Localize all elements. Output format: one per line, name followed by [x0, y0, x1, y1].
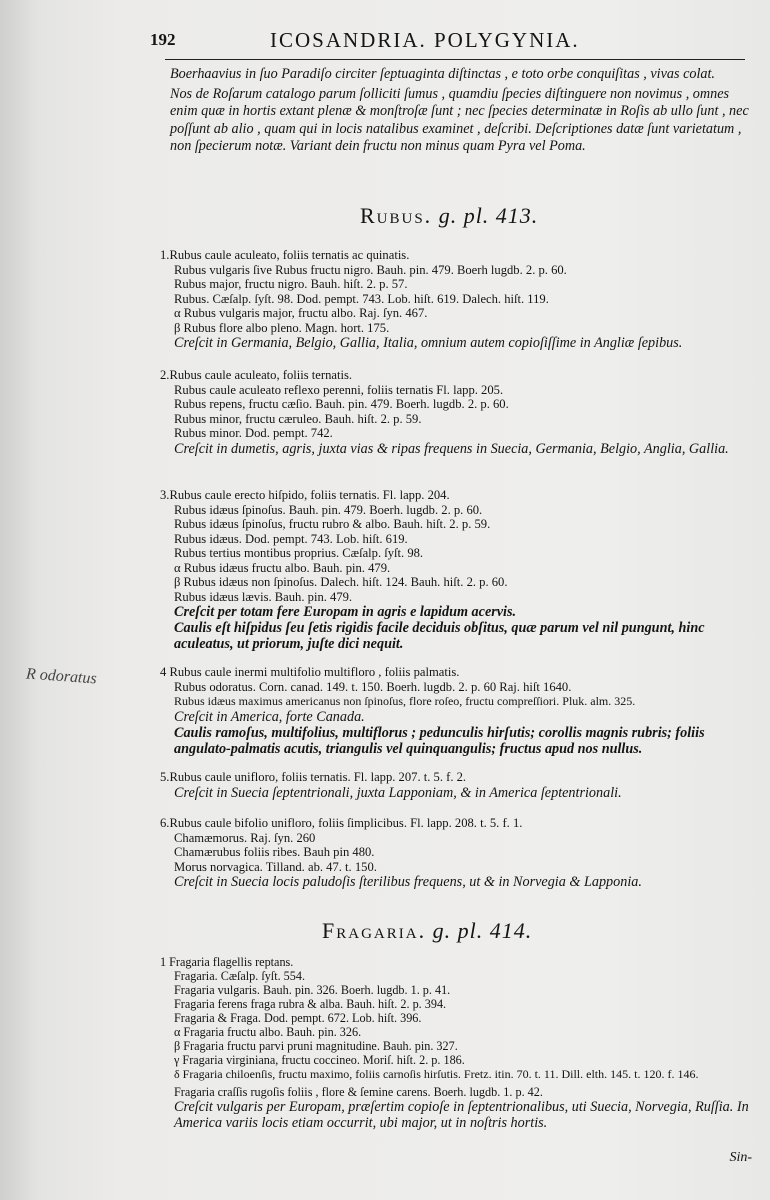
diagnosis: Fragaria flagellis reptans. [169, 955, 294, 969]
synonym: Rubus major, fructu nigro. Bauh. hiſt. 2. p. 57. [174, 277, 408, 291]
synonym: Fragaria craſſis rugoſis foliis , flore & ſemine carens. Boerh. lugdb. 1. p. 42. [174, 1085, 543, 1099]
page-number: 192 [150, 30, 176, 49]
synonym: Chamærubus foliis ribes. Bauh pin 480. [174, 845, 375, 859]
variety: β Rubus flore albo pleno. Magn. hort. 175. [174, 320, 390, 335]
genus-name: Rubus. [360, 203, 433, 228]
synonym: Rubus tertius montibus proprius. Cæſalp. ſyſt. 98. [174, 546, 424, 560]
synonym: Fragaria & Fraga. Dod. pempt. 672. Lob. hiſt. 396. [174, 1011, 422, 1025]
species-entry [160, 665, 760, 757]
handwritten-margin-note: R odoratus [25, 665, 98, 688]
species-entry [160, 770, 760, 801]
species-entry [160, 368, 760, 457]
synonym: Chamæmorus. Raj. ſyn. 260 [174, 830, 316, 845]
genus-heading-rubus [360, 203, 538, 229]
habitat: Creſcit in Germania, Belgio, Gallia, Italia, omnium autem copioſiſſime in Angliæ ſepibus. [174, 335, 683, 351]
description: Caulis eſt hiſpidus ſeu ſetis rigidis facile deciduis obſitus, quæ parum vel nil pungunt, hinc aculeatus, ut priorum, juſte dici nequit. [174, 620, 705, 652]
entry-number: 4 [160, 665, 167, 679]
habitat: Creſcit in Suecia ſeptentrionali, juxta Lapponiam, & in America ſeptentrionali. [174, 784, 622, 801]
description: Caulis ramoſus, multifolius, multiflorus ; pedunculis hirſutis; corollis magnis rubris; foliis angulato-palmatis acutis, triangulis vel quinquangulis; fructus apud nos nullus. [174, 724, 705, 757]
synonym: Morus norvagica. Tilland. ab. 47. t. 150. [174, 859, 377, 874]
synonym: Rubus caule aculeato reflexo perenni, foliis ternatis Fl. lapp. 205. [174, 382, 504, 397]
synonym: Rubus minor, fructu cæruleo. Bauh. hiſt. 2. p. 59. [174, 411, 422, 426]
habitat: Creſcit in Suecia locis paludoſis ſterilibus frequens, ut & in Norvegia & Lapponia. [174, 874, 642, 890]
synonym: Rubus vulgaris ſive Rubus fructu nigro. Bauh. pin. 479. Boerh lugdb. 2. p. 60. [174, 262, 567, 277]
variety: α Rubus vulgaris major, fructu albo. Raj. ſyn. 467. [174, 306, 428, 320]
synonym: Rubus odoratus. Corn. canad. 149. t. 150. Boerh. lugdb. 2. p. 60 Raj. hiſt 1640. [174, 679, 572, 694]
genus-reference: g. pl. 414. [432, 918, 533, 943]
variety: α Fragaria fructu albo. Bauh. pin. 326. [174, 1025, 362, 1039]
entry-number: 1 [160, 955, 167, 969]
species-entry [160, 488, 760, 652]
species-entry [160, 816, 760, 890]
synonym: Rubus idæus lævis. Bauh. pin. 479. [174, 589, 353, 604]
diagnosis: Rubus caule unifloro, foliis ternatis. Fl. lapp. 207. t. 5. f. 2. [169, 770, 467, 784]
entry-number: 2. [160, 368, 170, 382]
entry-number: 1. [160, 248, 170, 262]
synonym: Fragaria ferens fraga rubra & alba. Bauh. hiſt. 2. p. 394. [174, 997, 447, 1011]
synonym: Rubus idæus. Dod. pempt. 743. Lob. hiſt. 619. [174, 531, 408, 546]
habitat: Creſcit vulgaris per Europam, præſertim copioſe in ſeptentrionalibus, uti Suecia, Norvegia, Ruſſia. In America variis locis etiam occurrit, ubi major, ut in noſtris hortis. [174, 1099, 749, 1131]
synonym: Fragaria vulgaris. Bauh. pin. 326. Boerh. lugdb. 1. p. 41. [174, 983, 451, 997]
entry-number: 6. [160, 816, 170, 830]
habitat: Creſcit in America, forte Canada. [174, 708, 365, 725]
genus-reference: g. pl. 413. [438, 203, 539, 228]
diagnosis: Rubus caule aculeato, foliis ternatis ac quinatis. [169, 248, 410, 262]
synonym: Rubus idæus ſpinoſus, fructu rubro & albo. Bauh. hiſt. 2. p. 59. [174, 517, 491, 531]
entry-number: 5. [160, 770, 170, 784]
synonym: Rubus idæus ſpinoſus. Bauh. pin. 479. Boerh. lugdb. 2. p. 60. [174, 502, 483, 517]
intro-paragraphs [170, 66, 755, 156]
synonym: Rubus minor. Dod. pempt. 742. [174, 426, 333, 440]
intro-paragraph: Nos de Roſarum catalogo parum ſolliciti ſumus , quamdiu ſpecies diſtinguere non novimus , omnes enim quæ in hortis extant plenæ & monſtroſæ ſunt ; nec ſpecies determinatæ in Roſis ab ullo ſunt , nec poſſunt ab alio , quam qui in locis natalibus examinet , deſcribi. Deſcriptiones datæ ſunt varietatum , non ſpecierum notæ. Variant dein fructu non minus quam Pyra vel Poma. [170, 85, 749, 154]
running-title: ICOSANDRIA. POLYGYNIA. [270, 28, 580, 52]
habitat: Creſcit per totam fere Europam in agris e lapidum acervis. [174, 604, 517, 620]
genus-heading-fragaria [322, 918, 532, 944]
header-rule [165, 59, 745, 60]
entry-number: 3. [160, 488, 170, 502]
genus-name: Fragaria. [322, 918, 427, 943]
variety: γ Fragaria virginiana, fructu coccineo. Moriſ. hiſt. 2. p. 186. [174, 1053, 465, 1067]
habitat: Creſcit in dumetis, agris, juxta vias & ripas frequens in Suecia, Germania, Belgio, Anglia, Gallia. [174, 440, 729, 457]
diagnosis: Rubus caule aculeato, foliis ternatis. [169, 368, 353, 382]
running-header [150, 28, 750, 54]
synonym: Fragaria. Cæſalp. ſyſt. 554. [174, 969, 305, 983]
diagnosis: Rubus caule erecto hiſpido, foliis ternatis. Fl. lapp. 204. [169, 488, 450, 502]
intro-paragraph: Boerhaavius in ſuo Paradiſo circiter ſeptuaginta diſtinctas , e toto orbe conquiſitas , vivas colat. [170, 66, 715, 82]
synonym: Rubus. Cæſalp. ſyſt. 98. Dod. pempt. 743. Lob. hiſt. 619. Dalech. hiſt. 119. [174, 291, 549, 306]
variety: α Rubus idæus fructu albo. Bauh. pin. 479. [174, 560, 391, 575]
diagnosis: Rubus caule inermi multifolio multifloro , foliis palmatis. [169, 665, 460, 679]
variety: β Fragaria fructu parvi pruni magnitudine. Bauh. pin. 327. [174, 1039, 458, 1053]
species-entry [160, 955, 760, 1131]
variety: β Rubus idæus non ſpinoſus. Dalech. hiſt. 124. Bauh. hiſt. 2. p. 60. [174, 575, 508, 589]
variety: δ Fragaria chiloenſis, fructu maximo, foliis carnoſis hirſutis. Fretz. itin. 70. t. 11. Dill. elth. 145. t. 120. f. 146. [174, 1067, 699, 1081]
synonym: Rubus idæus maximus americanus non ſpinoſus, flore roſeo, fructu compreſſiori. Pluk. alm. 325. [174, 694, 636, 708]
synonym: Rubus repens, fructu cæſio. Bauh. pin. 479. Boerh. lugdb. 2. p. 60. [174, 397, 509, 411]
catchword: Sin- [729, 1150, 752, 1165]
diagnosis: Rubus caule bifolio unifloro, foliis ſimplicibus. Fl. lapp. 208. t. 5. f. 1. [169, 816, 523, 830]
species-entry [160, 248, 760, 351]
